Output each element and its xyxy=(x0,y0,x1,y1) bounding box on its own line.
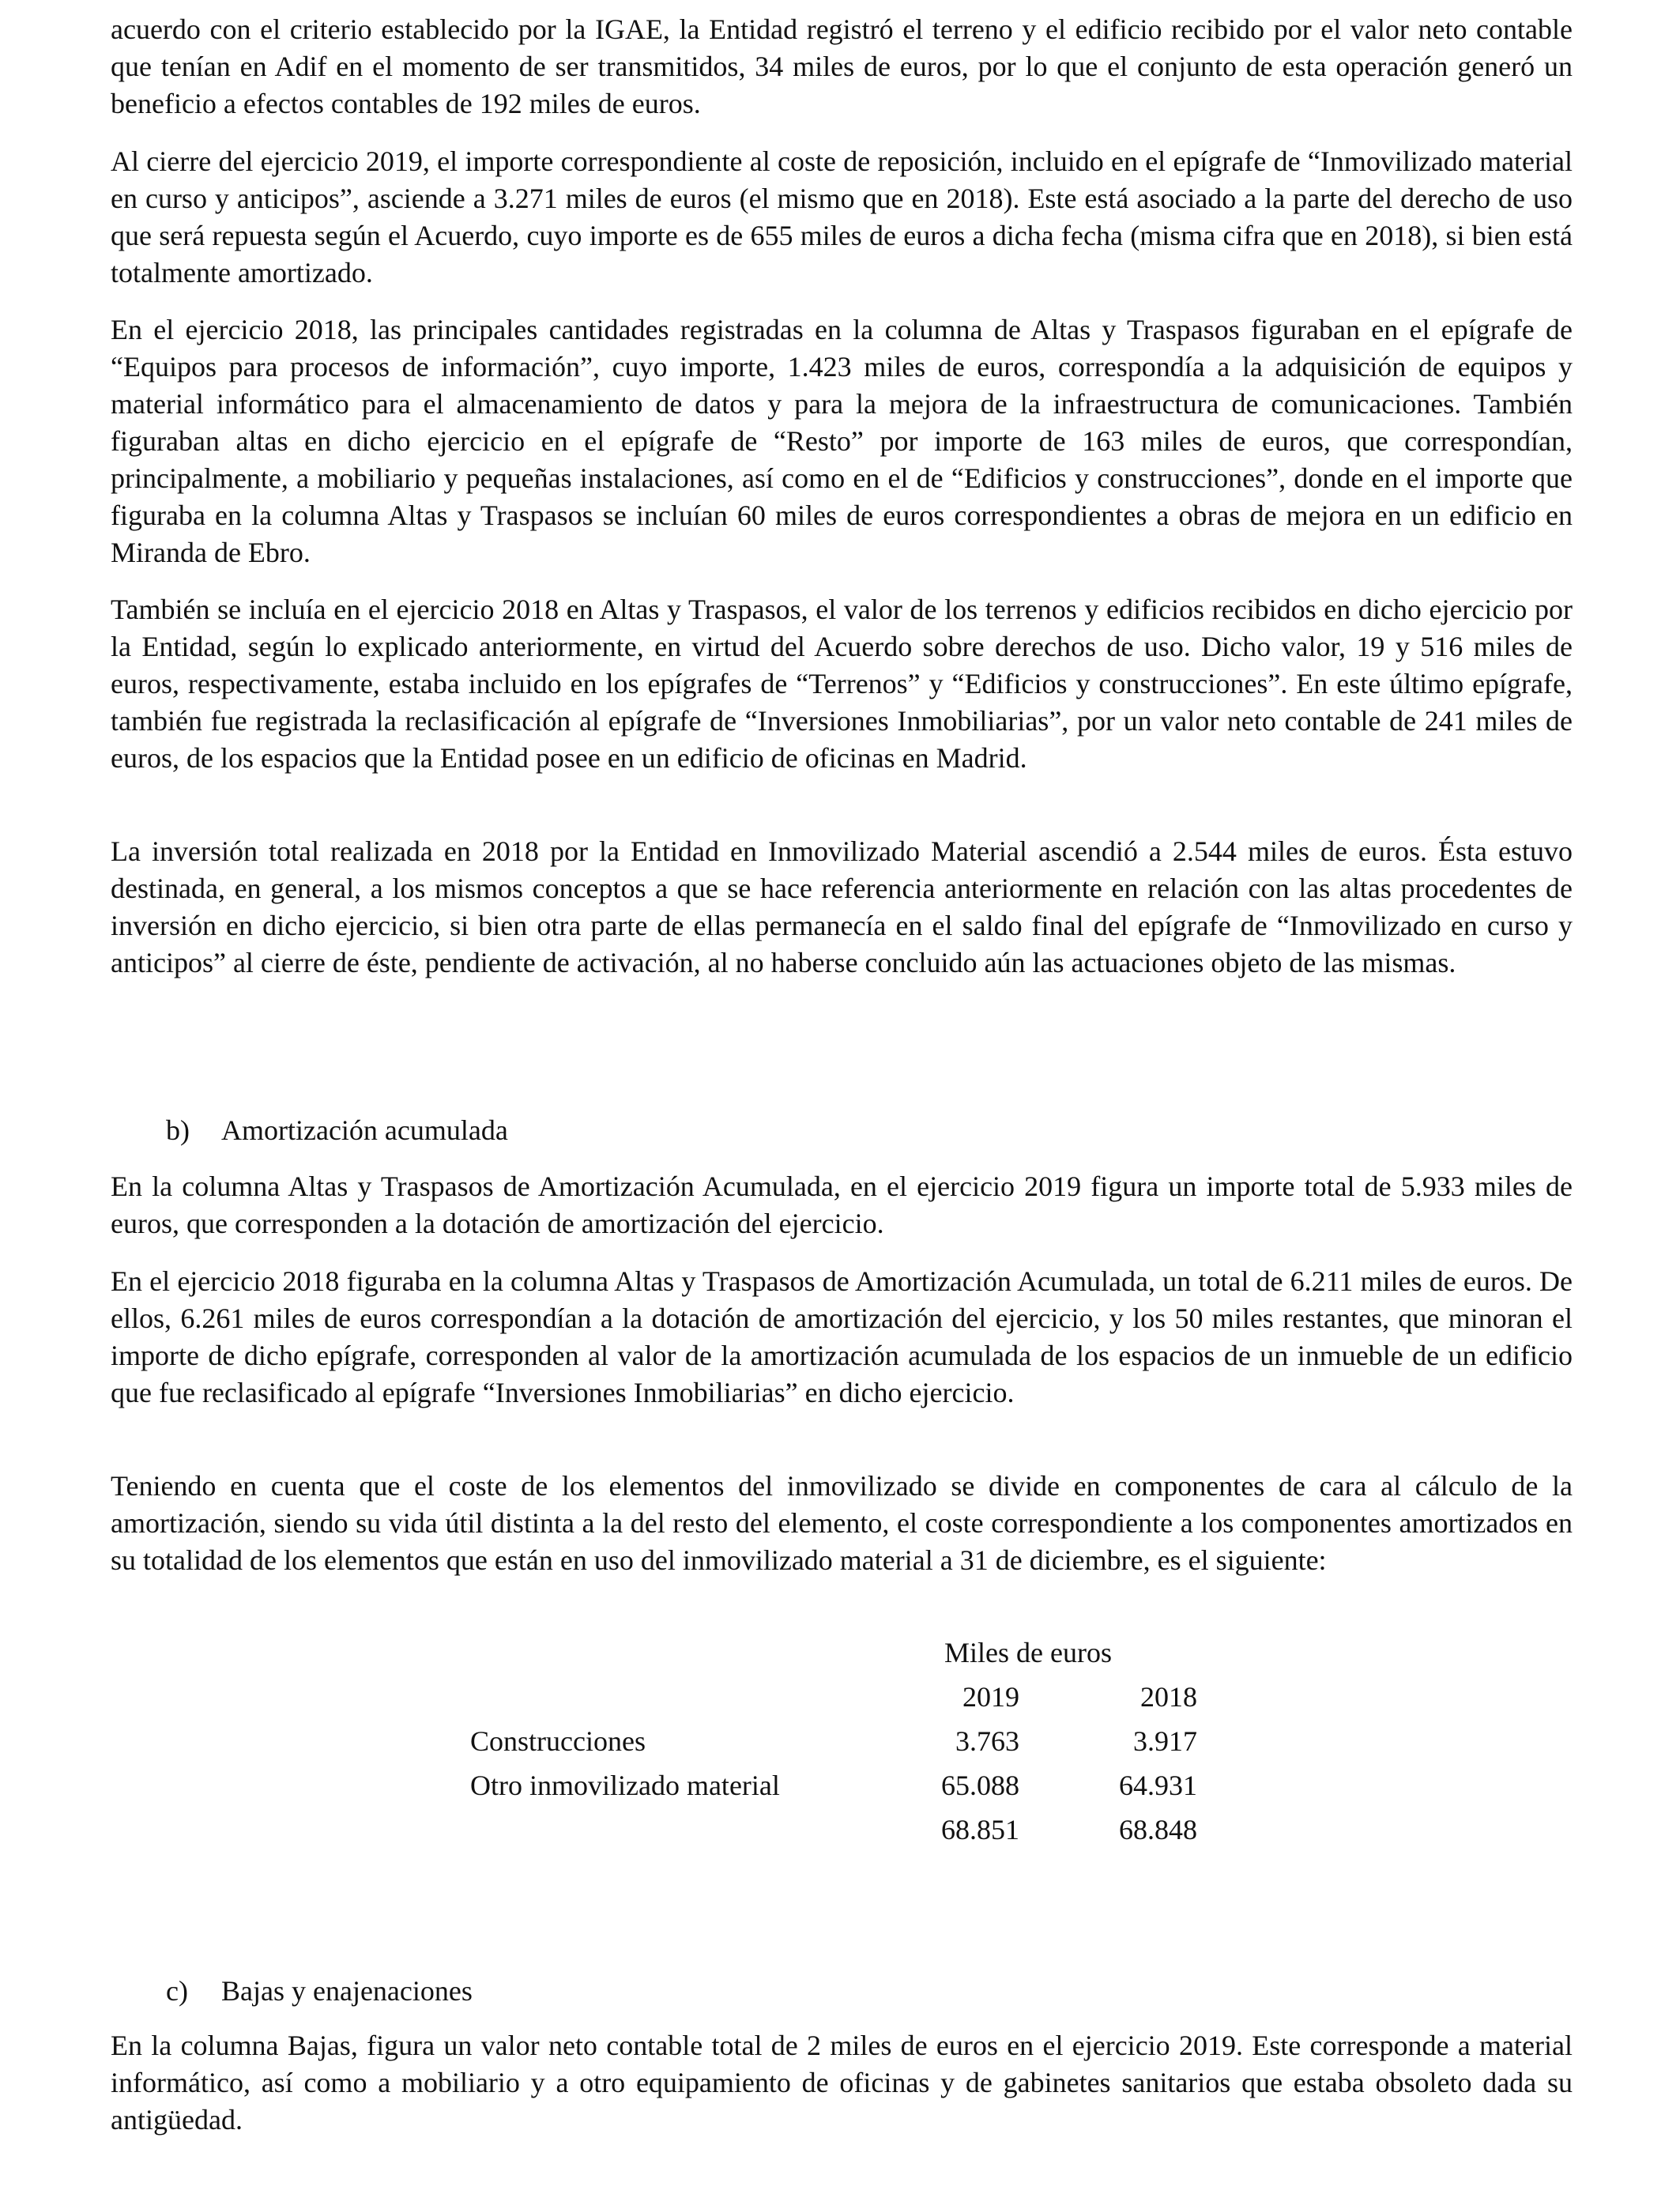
table-cell: 3.917 xyxy=(1133,1725,1197,1757)
table-year-header: 2019 xyxy=(962,1681,1019,1713)
paragraph: acuerdo con el criterio establecido por la IGAE, la Entidad registró el terreno y el edificio recibido por el valor neto contable que tenían en Adif en el momento de ser transmitidos, 34 miles de euros, por lo que el conjunto de esta operación generó un beneficio a efectos contables de 192 miles de euros. xyxy=(111,13,1573,119)
table-row-label: Otro inmovilizado material xyxy=(470,1770,780,1801)
section-heading-b xyxy=(166,1112,508,1149)
table-cell: 3.763 xyxy=(955,1725,1019,1757)
paragraph: En la columna Altas y Traspasos de Amortización Acumulada, en el ejercicio 2019 figura un importe total de 5.933 miles de euros, que corresponden a la dotación de amortización del ejercicio. xyxy=(111,1171,1573,1239)
table-cell: 65.088 xyxy=(941,1770,1019,1801)
table-row-label: Construcciones xyxy=(470,1725,646,1757)
table-year-header: 2018 xyxy=(1140,1681,1197,1713)
section-letter: c) xyxy=(166,1975,188,2007)
paragraph: Teniendo en cuenta que el coste de los elementos del inmovilizado se divide en componentes de cara al cálculo de la amortización, siendo su vida útil distinta a la del resto del elemento, el coste correspondiente a los componentes amortizados en su totalidad de los elementos que están en uso del inmovilizado material a 31 de diciembre, es el siguiente: xyxy=(111,1470,1573,1576)
section-letter: b) xyxy=(166,1114,190,1146)
table-cell: 64.931 xyxy=(1119,1770,1197,1801)
paragraph: La inversión total realizada en 2018 por la Entidad en Inmovilizado Material ascendió a 2.544 miles de euros. Ésta estuvo destinada, en general, a los mismos conceptos a que se hace referencia anteriormente en relación con las altas procedentes de inversión en dicho ejercicio, si bien otra parte de ellas permanecía en el saldo final del epígrafe de “Inmovilizado en curso y anticipos” al cierre de éste, pendiente de activación, al no haberse concluido aún las actuaciones objeto de las mismas. xyxy=(111,835,1573,978)
paragraph: En el ejercicio 2018 figuraba en la columna Altas y Traspasos de Amortización Acumulada, un total de 6.211 miles de euros. De ellos, 6.261 miles de euros correspondían a la dotación de amortización del ejercicio, y los 50 miles restantes, que minoran el importe de dicho epígrafe, corresponden al valor de la amortización acumulada de los espacios de un inmueble de un edificio que fue reclasificado al epígrafe “Inversiones Inmobiliarias” en dicho ejercicio. xyxy=(111,1265,1573,1408)
paragraph: También se incluía en el ejercicio 2018 en Altas y Traspasos, el valor de los terrenos y edificios recibidos en dicho ejercicio por la Entidad, según lo explicado anteriormente, en virtud del Acuerdo sobre derechos de uso. Dicho valor, 19 y 516 miles de euros, respectivamente, estaba incluido en los epígrafes de “Terrenos” y “Edificios y construcciones”. En este último epígrafe, también fue registrada la reclasificación al epígrafe de “Inversiones Inmobiliarias”, por un valor neto contable de 241 miles de euros, de los espacios que la Entidad posee en un edificio de oficinas en Madrid. xyxy=(111,594,1573,774)
paragraph: En el ejercicio 2018, las principales cantidades registradas en la columna de Altas y Traspasos figuraban en el epígrafe de “Equipos para procesos de información”, cuyo importe, 1.423 miles de euros, correspondía a la adquisición de equipos y material informático para el almacenamiento de datos y para la mejora de la infraestructura de comunicaciones. También figuraban altas en dicho ejercicio en el epígrafe de “Resto” por importe de 163 miles de euros, que correspondían, principalmente, a mobiliario y pequeñas instalaciones, así como en el de “Edificios y construcciones”, donde en el importe que figuraba en la columna Altas y Traspasos se incluían 60 miles de euros correspondientes a obras de mejora en un edificio en Miranda de Ebro. xyxy=(111,314,1573,568)
section-heading-c xyxy=(166,1973,473,2010)
paragraph: En la columna Bajas, figura un valor neto contable total de 2 miles de euros en el ejercicio 2019. Este corresponde a material informático, así como a mobiliario y a otro equipamiento de oficinas y de gabinetes sanitarios que estaba obsoleto dada su antigüedad. xyxy=(111,2030,1573,2136)
section-title: Bajas y enajenaciones xyxy=(221,1975,473,2007)
table-total-cell: 68.851 xyxy=(941,1814,1019,1845)
table-total-cell: 68.848 xyxy=(1119,1814,1197,1845)
components-table xyxy=(111,1634,1573,1864)
paragraph: Al cierre del ejercicio 2019, el importe correspondiente al coste de reposición, incluido en el epígrafe de “Inmovilizado material en curso y anticipos”, asciende a 3.271 miles de euros (el mismo que en 2018). Este está asociado a la parte del derecho de uso que será repuesta según el Acuerdo, cuyo importe es de 655 miles de euros a dicha fecha (misma cifra que en 2018), si bien está totalmente amortizado. xyxy=(111,145,1573,288)
table-unit-header: Miles de euros xyxy=(944,1637,1112,1668)
section-title: Amortización acumulada xyxy=(221,1114,508,1146)
